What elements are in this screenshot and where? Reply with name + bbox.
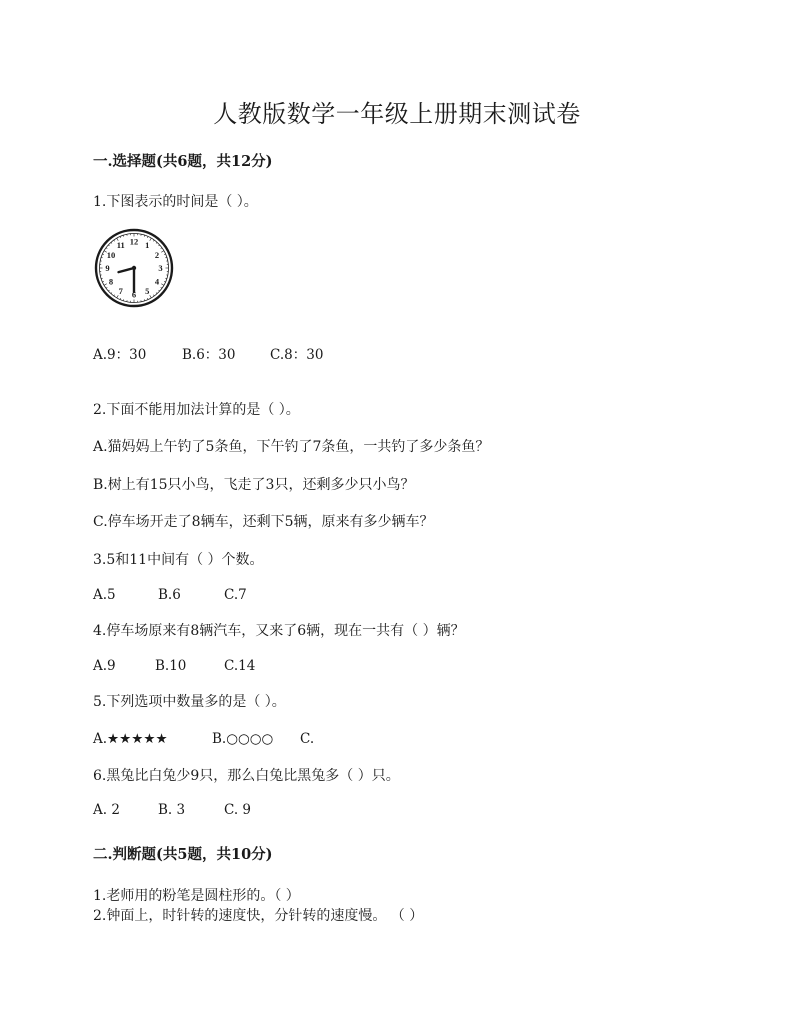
judgement-question-1: 1.老师用的粉笔是圆柱形的。（ ） bbox=[93, 888, 300, 904]
question-2-option-b: B.树上有15只小鸟，飞走了3只，还剩多少只小鸟？ bbox=[93, 477, 415, 493]
question-1-stem: 1.下图表示的时间是（ ）。 bbox=[93, 194, 258, 210]
question-1-option-c: C.8：30 bbox=[270, 347, 324, 363]
question-4-option-b: B.10 bbox=[155, 658, 187, 674]
judgement-question-2: 2.钟面上，时针转的速度快，分针转的速度慢。 （ ） bbox=[93, 908, 424, 924]
question-3-option-b: B.6 bbox=[158, 587, 181, 603]
clock-number-11: 11 bbox=[116, 240, 125, 251]
question-2-option-c: C.停车场开走了8辆车，还剩下5辆，原来有多少辆车？ bbox=[93, 514, 434, 530]
question-6-option-b: B. 3 bbox=[158, 802, 186, 818]
question-2-stem: 2.下面不能用加法计算的是（ ）。 bbox=[93, 402, 300, 418]
question-5-stem: 5.下列选项中数量多的是（ ）。 bbox=[93, 694, 286, 710]
question-5-option-a: A.★★★★★ bbox=[93, 731, 168, 747]
section-heading-choice: 一.选择题(共6题，共12分) bbox=[93, 153, 273, 170]
question-5-option-c: C. bbox=[300, 731, 315, 747]
question-1-option-a: A.9：30 bbox=[93, 347, 147, 363]
clock-number-3: 3 bbox=[158, 263, 163, 273]
question-4-stem: 4.停车场原来有8辆汽车，又来了6辆，现在一共有（ ）辆？ bbox=[93, 623, 465, 639]
question-6-option-a: A. 2 bbox=[93, 802, 120, 818]
question-4-option-a: A.9 bbox=[93, 658, 116, 674]
clock-number-6: 6 bbox=[131, 289, 137, 300]
clock-number-2: 2 bbox=[154, 249, 160, 260]
clock-number-5: 5 bbox=[145, 285, 150, 296]
clock-number-9: 9 bbox=[105, 263, 110, 273]
clock-number-1: 1 bbox=[145, 240, 150, 251]
page-title: 人教版数学一年级上册期末测试卷 bbox=[213, 100, 581, 128]
question-3-option-c: C.7 bbox=[224, 587, 247, 603]
clock-number-4: 4 bbox=[154, 276, 160, 287]
section-heading-judgement: 二.判断题(共5题，共10分) bbox=[93, 846, 273, 863]
question-1-option-b: B.6：30 bbox=[182, 347, 236, 363]
clock-number-10: 10 bbox=[106, 249, 116, 260]
clock-icon bbox=[94, 228, 174, 308]
question-2-option-a: A.猫妈妈上午钓了5条鱼，下午钓了7条鱼，一共钓了多少条鱼？ bbox=[93, 439, 490, 455]
clock-number-8: 8 bbox=[108, 276, 114, 287]
question-6-option-c: C. 9 bbox=[224, 802, 252, 818]
question-3-stem: 3.5和11中间有（ ）个数。 bbox=[93, 552, 264, 568]
question-5-option-b: B.○○○○ bbox=[212, 731, 274, 747]
clock-number-7: 7 bbox=[118, 285, 123, 296]
question-3-option-a: A.5 bbox=[93, 587, 116, 603]
question-4-option-c: C.14 bbox=[224, 658, 256, 674]
clock-number-12: 12 bbox=[129, 236, 139, 247]
question-6-stem: 6.黑兔比白兔少9只，那么白兔比黑兔多（ ）只。 bbox=[93, 768, 400, 784]
